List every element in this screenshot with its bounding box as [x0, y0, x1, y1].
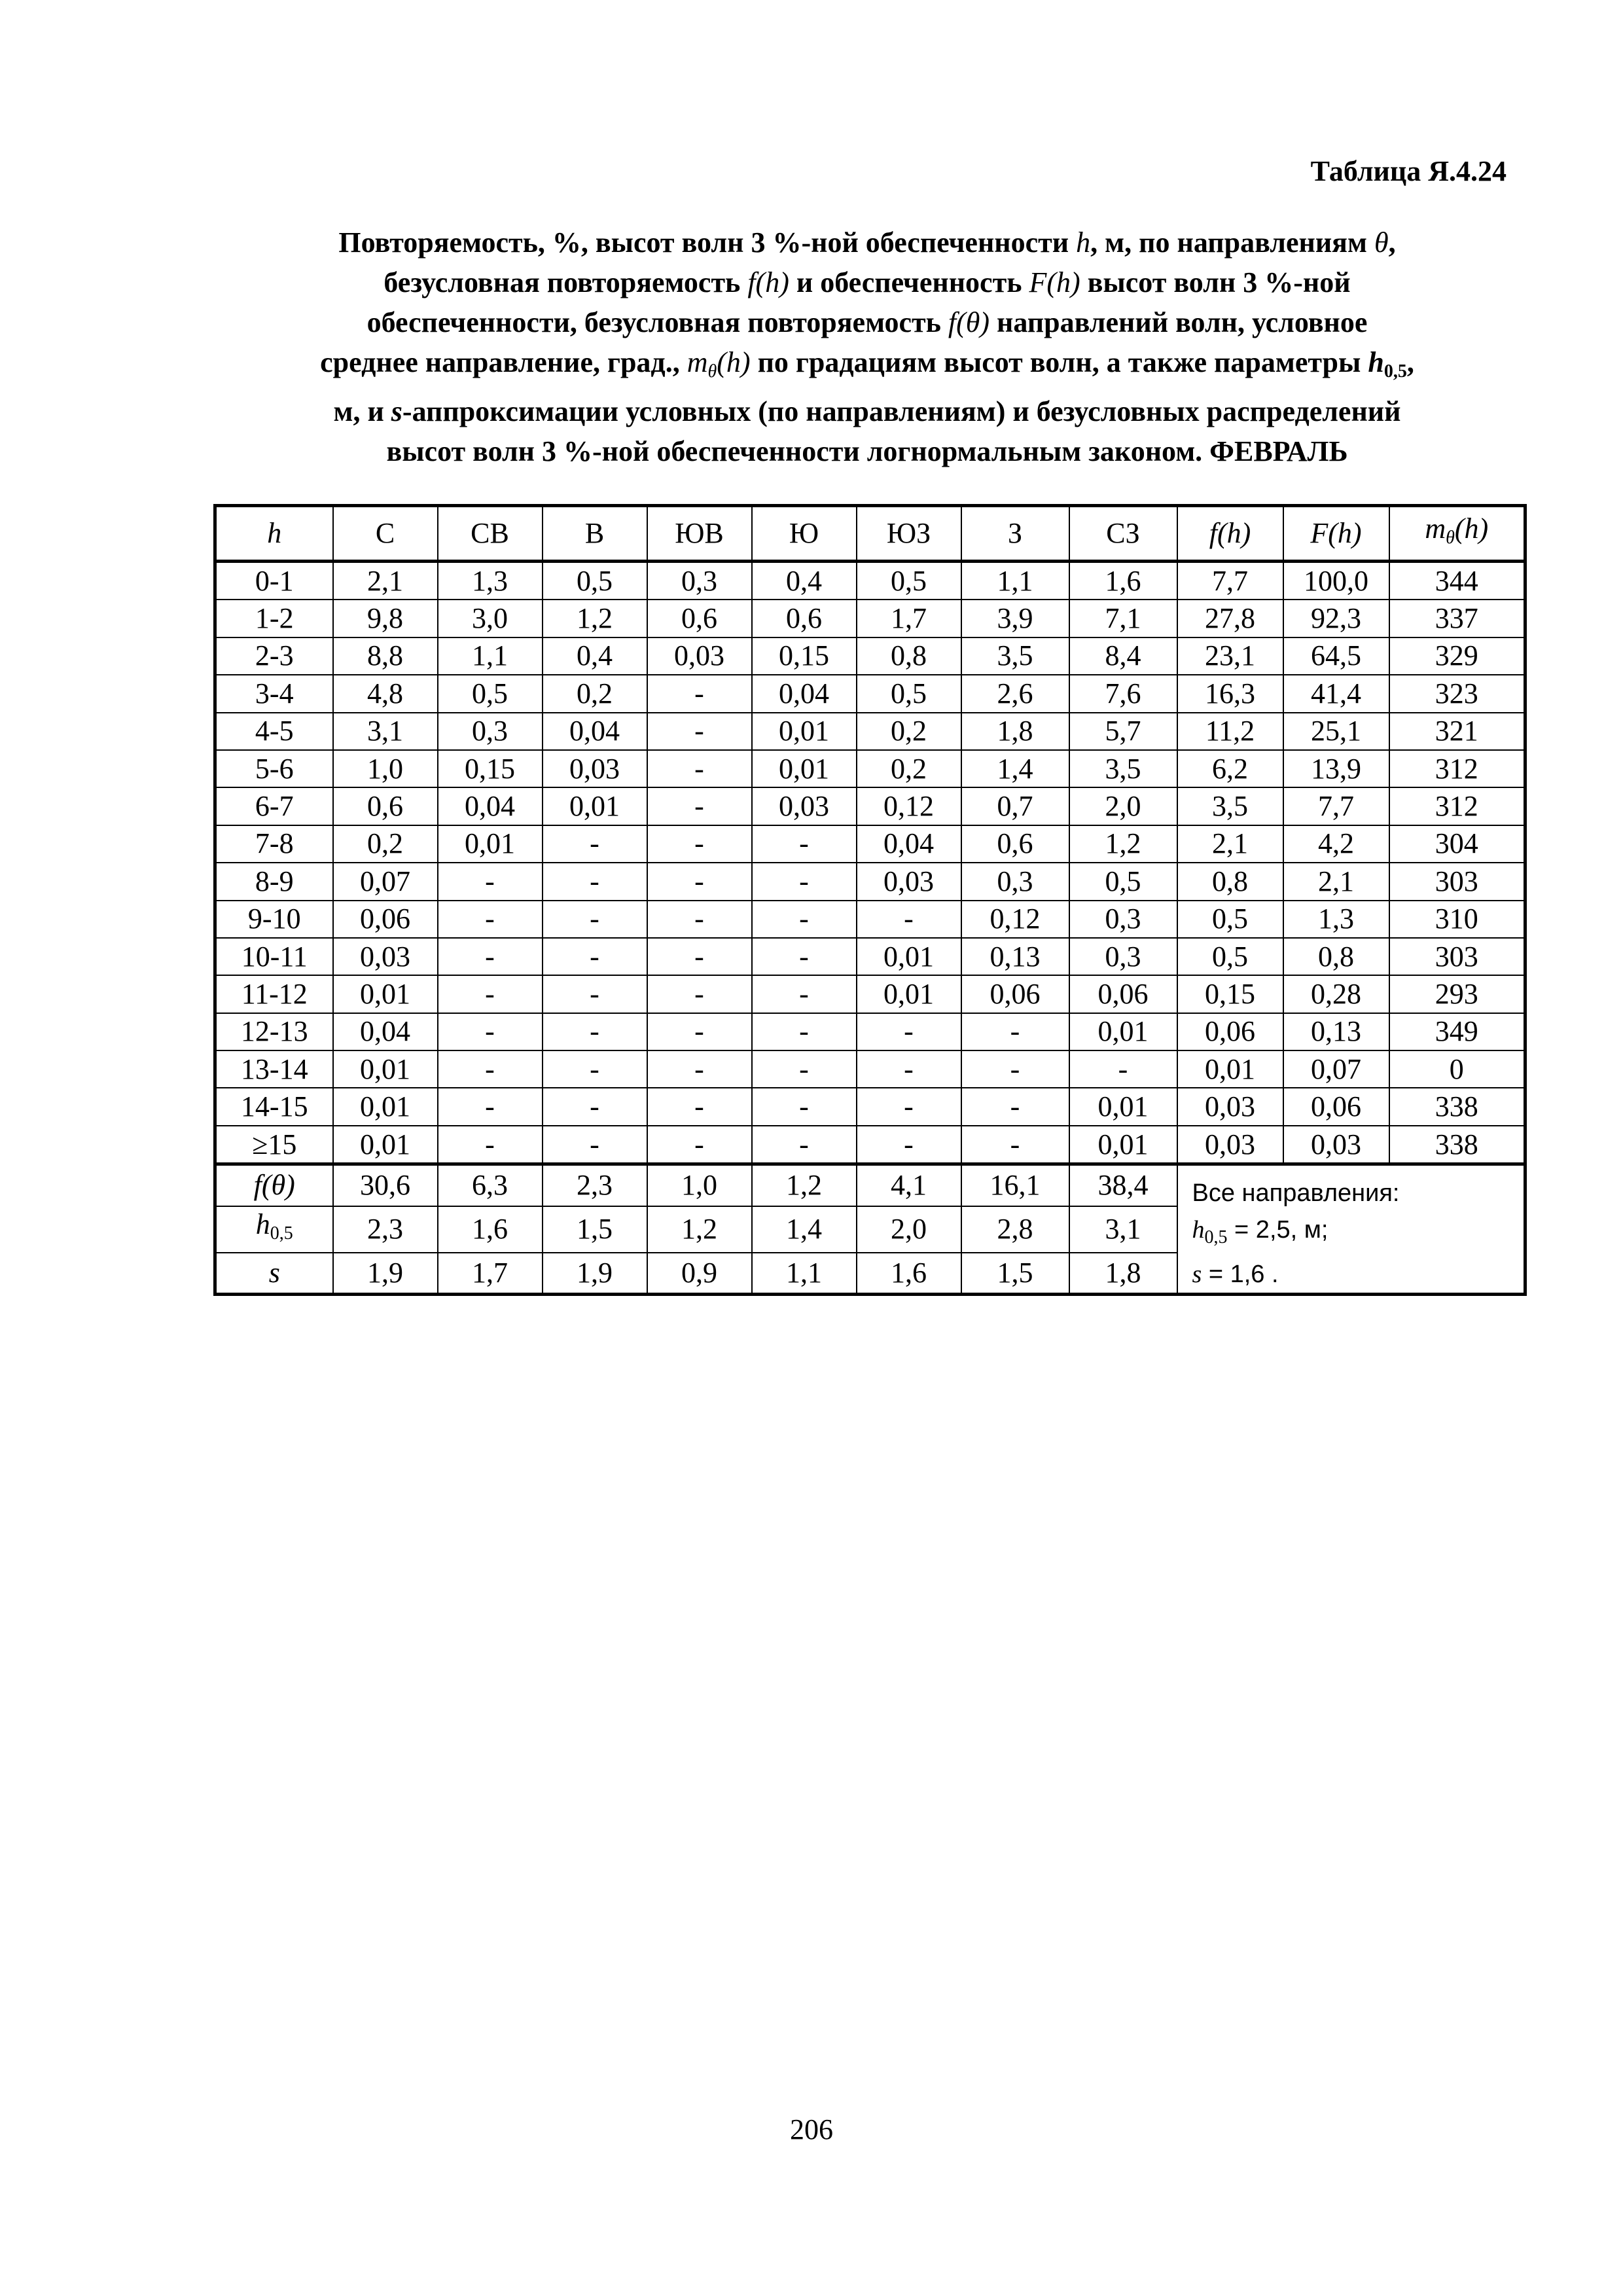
- table-cell: 5,7: [1069, 713, 1177, 750]
- table-cell: 0,01: [857, 938, 961, 975]
- table-cell: -: [438, 1088, 543, 1125]
- note-title: Все направления:: [1192, 1179, 1400, 1208]
- table-cell: 0,06: [961, 975, 1069, 1013]
- table-cell: 1,1: [961, 562, 1069, 600]
- table-cell: -: [752, 1126, 857, 1164]
- table-cell: 0,6: [647, 600, 752, 637]
- table-cell: -: [961, 1088, 1069, 1125]
- table-cell: 1,6: [438, 1206, 543, 1253]
- table-cell: -: [752, 938, 857, 975]
- table-cell: 0,13: [1283, 1013, 1389, 1050]
- table-cell: 0,04: [543, 713, 647, 750]
- table-cell: 3,5: [1069, 750, 1177, 787]
- table-body: [215, 562, 1525, 1164]
- table-cell: 64,5: [1283, 637, 1389, 675]
- table-cell: 0,4: [543, 637, 647, 675]
- table-cell: 0,04: [333, 1013, 438, 1050]
- row-label-h05: $h_{0,5}$: [215, 1206, 333, 1253]
- table-cell: -: [438, 863, 543, 900]
- table-cell: 11,2: [1177, 713, 1283, 750]
- table-cell: 0,2: [857, 713, 961, 750]
- caption-line-1: Повторяемость, %, высот волн 3 %-ной обеспеченности h, м, по направлениям θ,: [338, 226, 1396, 259]
- table-cell: 1,1: [438, 637, 543, 675]
- table-cell: 30,6: [333, 1164, 438, 1206]
- table-cell: 1,7: [857, 600, 961, 637]
- table-cell: 1,0: [333, 750, 438, 787]
- table-cell: 7,7: [1283, 787, 1389, 825]
- table-cell: -: [647, 901, 752, 938]
- table-cell: 0,8: [1177, 863, 1283, 900]
- table-cell: 27,8: [1177, 600, 1283, 637]
- table-row: [215, 675, 1525, 712]
- table-cell: 337: [1389, 600, 1525, 637]
- table-cell: 0,12: [857, 787, 961, 825]
- table-cell: 1,2: [752, 1164, 857, 1206]
- table-cell: 0,5: [438, 675, 543, 712]
- table-cell: 0,6: [333, 787, 438, 825]
- table-cell: 7,7: [1177, 562, 1283, 600]
- table-cell: -: [857, 1013, 961, 1050]
- table-cell: 6,2: [1177, 750, 1283, 787]
- table-cell: 0,6: [752, 600, 857, 637]
- table-cell: 41,4: [1283, 675, 1389, 712]
- table-cell: 0,01: [1069, 1013, 1177, 1050]
- table-cell: 312: [1389, 787, 1525, 825]
- table-cell: 1,6: [1069, 562, 1177, 600]
- table-cell: 7,6: [1069, 675, 1177, 712]
- table-cell: 2,6: [961, 675, 1069, 712]
- table-cell: -: [647, 938, 752, 975]
- table-cell: 0,3: [647, 562, 752, 600]
- table-cell: 0,01: [438, 825, 543, 863]
- table-cell: 0,03: [752, 787, 857, 825]
- table-cell: -: [961, 1126, 1069, 1164]
- table-cell: -: [543, 1050, 647, 1088]
- table-cell: 0,8: [1283, 938, 1389, 975]
- table-cell: -: [752, 1013, 857, 1050]
- table-cell: 0,01: [752, 713, 857, 750]
- col-header-fh: f(h): [1177, 506, 1283, 562]
- table-cell: 329: [1389, 637, 1525, 675]
- table-cell: 0,5: [543, 562, 647, 600]
- table-cell: 1,2: [647, 1206, 752, 1253]
- row-label-h-range: 4-5: [215, 713, 333, 750]
- row-label-h-range: 9-10: [215, 901, 333, 938]
- table-cell: 0,9: [647, 1253, 752, 1295]
- table-cell: 1,5: [961, 1253, 1069, 1295]
- table-cell: 2,3: [543, 1164, 647, 1206]
- table-cell: -: [1069, 1050, 1177, 1088]
- all-directions-note: [1177, 1164, 1525, 1295]
- table-cell: 0,04: [752, 675, 857, 712]
- table-row: [215, 600, 1525, 637]
- table-cell: -: [752, 975, 857, 1013]
- table-cell: 2,1: [1177, 825, 1283, 863]
- table-cell: 0,12: [961, 901, 1069, 938]
- table-cell: -: [543, 825, 647, 863]
- table-cell: -: [438, 1013, 543, 1050]
- table-cell: 0,03: [1177, 1126, 1283, 1164]
- caption-line-6: высот волн 3 %-ной обеспеченности логнормальным законом. ФЕВРАЛЬ: [386, 435, 1348, 467]
- table-cell: 13,9: [1283, 750, 1389, 787]
- table-cell: 0,01: [333, 1050, 438, 1088]
- table-cell: 0,3: [438, 713, 543, 750]
- table-cell: 0,01: [1069, 1126, 1177, 1164]
- table-cell: 16,1: [961, 1164, 1069, 1206]
- table-cell: 3,0: [438, 600, 543, 637]
- table-cell: 0,5: [857, 675, 961, 712]
- table-cell: -: [543, 901, 647, 938]
- table-cell: -: [543, 938, 647, 975]
- col-header-direction: СВ: [438, 506, 543, 562]
- row-label-h-range: 2-3: [215, 637, 333, 675]
- table-cell: 0,03: [647, 637, 752, 675]
- table-cell: 100,0: [1283, 562, 1389, 600]
- col-header-direction: В: [543, 506, 647, 562]
- page-number: 206: [790, 2113, 833, 2145]
- row-label-h-range: 3-4: [215, 675, 333, 712]
- table-cell: 1,8: [961, 713, 1069, 750]
- note-h05: $h_{0,5} = 2,5$, м;: [1192, 1216, 1329, 1248]
- table-cell: -: [438, 1126, 543, 1164]
- table-cell: -: [438, 938, 543, 975]
- table-row: [215, 1126, 1525, 1164]
- table-cell: 1,2: [543, 600, 647, 637]
- table-cell: 293: [1389, 975, 1525, 1013]
- col-header-direction: ЮВ: [647, 506, 752, 562]
- table-cell: 0,7: [961, 787, 1069, 825]
- table-cell: 349: [1389, 1013, 1525, 1050]
- table-cell: 338: [1389, 1088, 1525, 1125]
- table-cell: 0,2: [543, 675, 647, 712]
- table-cell: 2,8: [961, 1206, 1069, 1253]
- table-cell: -: [857, 901, 961, 938]
- row-label-h-range: 5-6: [215, 750, 333, 787]
- col-header-direction: СЗ: [1069, 506, 1177, 562]
- table-cell: -: [543, 863, 647, 900]
- table-cell: -: [543, 1088, 647, 1125]
- row-label-h-range: 8-9: [215, 863, 333, 900]
- wave-height-table: [213, 504, 1527, 1296]
- table-cell: -: [857, 1088, 961, 1125]
- table-cell: 2,0: [857, 1206, 961, 1253]
- table-cell: 7,1: [1069, 600, 1177, 637]
- table-cell: 6,3: [438, 1164, 543, 1206]
- table-cell: 16,3: [1177, 675, 1283, 712]
- table-row: [215, 975, 1525, 1013]
- table-cell: -: [961, 1050, 1069, 1088]
- table-cell: 1,9: [543, 1253, 647, 1295]
- table-cell: 0,5: [1069, 863, 1177, 900]
- table-cell: 1,9: [333, 1253, 438, 1295]
- table-cell: -: [543, 1013, 647, 1050]
- table-cell: 0,3: [1069, 938, 1177, 975]
- table-cell: 3,5: [961, 637, 1069, 675]
- table-cell: 0,3: [1069, 901, 1177, 938]
- caption-line-3: обеспеченности, безусловная повторяемость f(θ) направлений волн, условное: [366, 306, 1368, 338]
- table-cell: 0,01: [1069, 1088, 1177, 1125]
- table-cell: 0,5: [1177, 901, 1283, 938]
- row-label-h-range: 1-2: [215, 600, 333, 637]
- table-cell: 0,04: [857, 825, 961, 863]
- row-label-h-range: 7-8: [215, 825, 333, 863]
- col-header-direction: З: [961, 506, 1069, 562]
- table-cell: 303: [1389, 938, 1525, 975]
- table-row: [215, 863, 1525, 900]
- row-label-h-range: 6-7: [215, 787, 333, 825]
- table-cell: 0,01: [857, 975, 961, 1013]
- table-cell: -: [647, 825, 752, 863]
- table-cell: 8,8: [333, 637, 438, 675]
- table-row: [215, 1088, 1525, 1125]
- caption-line-5: м, и s-аппроксимации условных (по направлениям) и безусловных распределений: [333, 395, 1401, 427]
- col-header-direction: С: [333, 506, 438, 562]
- row-label-h-range: 14-15: [215, 1088, 333, 1125]
- table-cell: 321: [1389, 713, 1525, 750]
- table-cell: 25,1: [1283, 713, 1389, 750]
- table-cell: 310: [1389, 901, 1525, 938]
- table-cell: 312: [1389, 750, 1525, 787]
- table-cell: 0,13: [961, 938, 1069, 975]
- table-row: [215, 637, 1525, 675]
- table-cell: 92,3: [1283, 600, 1389, 637]
- table-cell: 4,2: [1283, 825, 1389, 863]
- table-cell: 4,8: [333, 675, 438, 712]
- table-cell: 0,8: [857, 637, 961, 675]
- table-cell: 23,1: [1177, 637, 1283, 675]
- table-cell: 0,3: [961, 863, 1069, 900]
- table-cell: 2,1: [1283, 863, 1389, 900]
- table-cell: -: [857, 1050, 961, 1088]
- caption-line-2: безусловная повторяемость f(h) и обеспеченность F(h) высот волн 3 %-ной: [383, 266, 1351, 298]
- table-cell: 2,3: [333, 1206, 438, 1253]
- table-cell: 0,15: [1177, 975, 1283, 1013]
- table-cell: -: [752, 863, 857, 900]
- row-label-h-range: ≥15: [215, 1126, 333, 1164]
- table-cell: -: [647, 1050, 752, 1088]
- table-cell: 3,1: [1069, 1206, 1177, 1253]
- table-cell: 0,07: [333, 863, 438, 900]
- table-cell: -: [647, 675, 752, 712]
- table-cell: 1,6: [857, 1253, 961, 1295]
- table-cell: 0,04: [438, 787, 543, 825]
- table-cell: -: [752, 901, 857, 938]
- table-cell: 0,03: [1283, 1126, 1389, 1164]
- table-cell: -: [647, 1088, 752, 1125]
- table-cell: 0,06: [1177, 1013, 1283, 1050]
- table-row: [215, 901, 1525, 938]
- table-cell: 1,1: [752, 1253, 857, 1295]
- table-cell: -: [438, 901, 543, 938]
- table-cell: 344: [1389, 562, 1525, 600]
- table-row: [215, 713, 1525, 750]
- row-label-h-range: 11-12: [215, 975, 333, 1013]
- table-cell: -: [647, 1013, 752, 1050]
- col-header-h: h: [215, 506, 333, 562]
- table-cell: 1,7: [438, 1253, 543, 1295]
- table-row: [215, 1050, 1525, 1088]
- table-cell: 0,6: [961, 825, 1069, 863]
- table-cell: 0,15: [752, 637, 857, 675]
- table-row: [215, 825, 1525, 863]
- table-cell: 0,2: [333, 825, 438, 863]
- table-row: [215, 562, 1525, 600]
- table-cell: -: [438, 1050, 543, 1088]
- table-cell: 304: [1389, 825, 1525, 863]
- table-row: [215, 938, 1525, 975]
- footer-row-ftheta: [215, 1164, 1525, 1206]
- table-cell: 0,2: [857, 750, 961, 787]
- table-cell: -: [961, 1013, 1069, 1050]
- table-cell: 8,4: [1069, 637, 1177, 675]
- table-cell: 0,01: [1177, 1050, 1283, 1088]
- note-s: s = 1,6 .: [1192, 1261, 1279, 1289]
- table-cell: 0,01: [333, 1126, 438, 1164]
- header-row: [215, 506, 1525, 562]
- table-cell: 0,06: [1069, 975, 1177, 1013]
- table-cell: 0,03: [543, 750, 647, 787]
- table-cell: 0,03: [333, 938, 438, 975]
- table-cell: -: [647, 1126, 752, 1164]
- table-cell: -: [543, 1126, 647, 1164]
- table-cell: 0,5: [1177, 938, 1283, 975]
- row-label-h-range: 12-13: [215, 1013, 333, 1050]
- table-cell: 2,0: [1069, 787, 1177, 825]
- table-row: [215, 1013, 1525, 1050]
- table-cell: 0,03: [857, 863, 961, 900]
- table-cell: -: [647, 750, 752, 787]
- caption-line-4: среднее направление, град., $m_\theta(h)$ по градациям высот волн, а также параметры $h_{0,5}$,: [320, 346, 1414, 382]
- table-cell: 0: [1389, 1050, 1525, 1088]
- col-header-direction: ЮЗ: [857, 506, 961, 562]
- table-cell: 0,15: [438, 750, 543, 787]
- table-cell: 3,5: [1177, 787, 1283, 825]
- row-label-h-range: 13-14: [215, 1050, 333, 1088]
- table-cell: -: [752, 1050, 857, 1088]
- row-label-s: s: [215, 1253, 333, 1295]
- table-cell: 9,8: [333, 600, 438, 637]
- table-cell: 0,28: [1283, 975, 1389, 1013]
- table-cell: 0,5: [857, 562, 961, 600]
- table-cell: 1,4: [961, 750, 1069, 787]
- table-cell: -: [857, 1126, 961, 1164]
- table-cell: -: [647, 787, 752, 825]
- table-cell: 1,2: [1069, 825, 1177, 863]
- col-header-direction: Ю: [752, 506, 857, 562]
- table-cell: -: [543, 975, 647, 1013]
- table-cell: 0,01: [752, 750, 857, 787]
- row-label-ftheta: f(θ): [215, 1164, 333, 1206]
- table-cell: 2,1: [333, 562, 438, 600]
- table-cell: 4,1: [857, 1164, 961, 1206]
- table-cell: 1,3: [1283, 901, 1389, 938]
- table-caption: [216, 223, 1518, 471]
- table-cell: 0,07: [1283, 1050, 1389, 1088]
- col-header-m-theta: $m_\theta(h)$: [1389, 506, 1525, 562]
- table-cell: 38,4: [1069, 1164, 1177, 1206]
- table-cell: 303: [1389, 863, 1525, 900]
- table-cell: -: [647, 713, 752, 750]
- table-cell: 323: [1389, 675, 1525, 712]
- row-label-h-range: 0-1: [215, 562, 333, 600]
- table-cell: 1,5: [543, 1206, 647, 1253]
- table-cell: 0,06: [1283, 1088, 1389, 1125]
- table-label: Таблица Я.4.24: [1310, 155, 1507, 187]
- table-cell: -: [752, 1088, 857, 1125]
- table-cell: 1,4: [752, 1206, 857, 1253]
- table-cell: 0,01: [543, 787, 647, 825]
- table-cell: 0,06: [333, 901, 438, 938]
- table-cell: 1,8: [1069, 1253, 1177, 1295]
- table-cell: 0,03: [1177, 1088, 1283, 1125]
- table-cell: 0,01: [333, 975, 438, 1013]
- table-cell: 1,0: [647, 1164, 752, 1206]
- table-cell: 0,4: [752, 562, 857, 600]
- table-cell: -: [647, 975, 752, 1013]
- table-cell: -: [752, 825, 857, 863]
- col-header-Fh: F(h): [1283, 506, 1389, 562]
- table-cell: 3,9: [961, 600, 1069, 637]
- table-cell: 338: [1389, 1126, 1525, 1164]
- table-cell: 3,1: [333, 713, 438, 750]
- table-cell: 1,3: [438, 562, 543, 600]
- table-cell: 0,01: [333, 1088, 438, 1125]
- table-row: [215, 787, 1525, 825]
- table-cell: -: [438, 975, 543, 1013]
- table-cell: -: [647, 863, 752, 900]
- row-label-h-range: 10-11: [215, 938, 333, 975]
- table-row: [215, 750, 1525, 787]
